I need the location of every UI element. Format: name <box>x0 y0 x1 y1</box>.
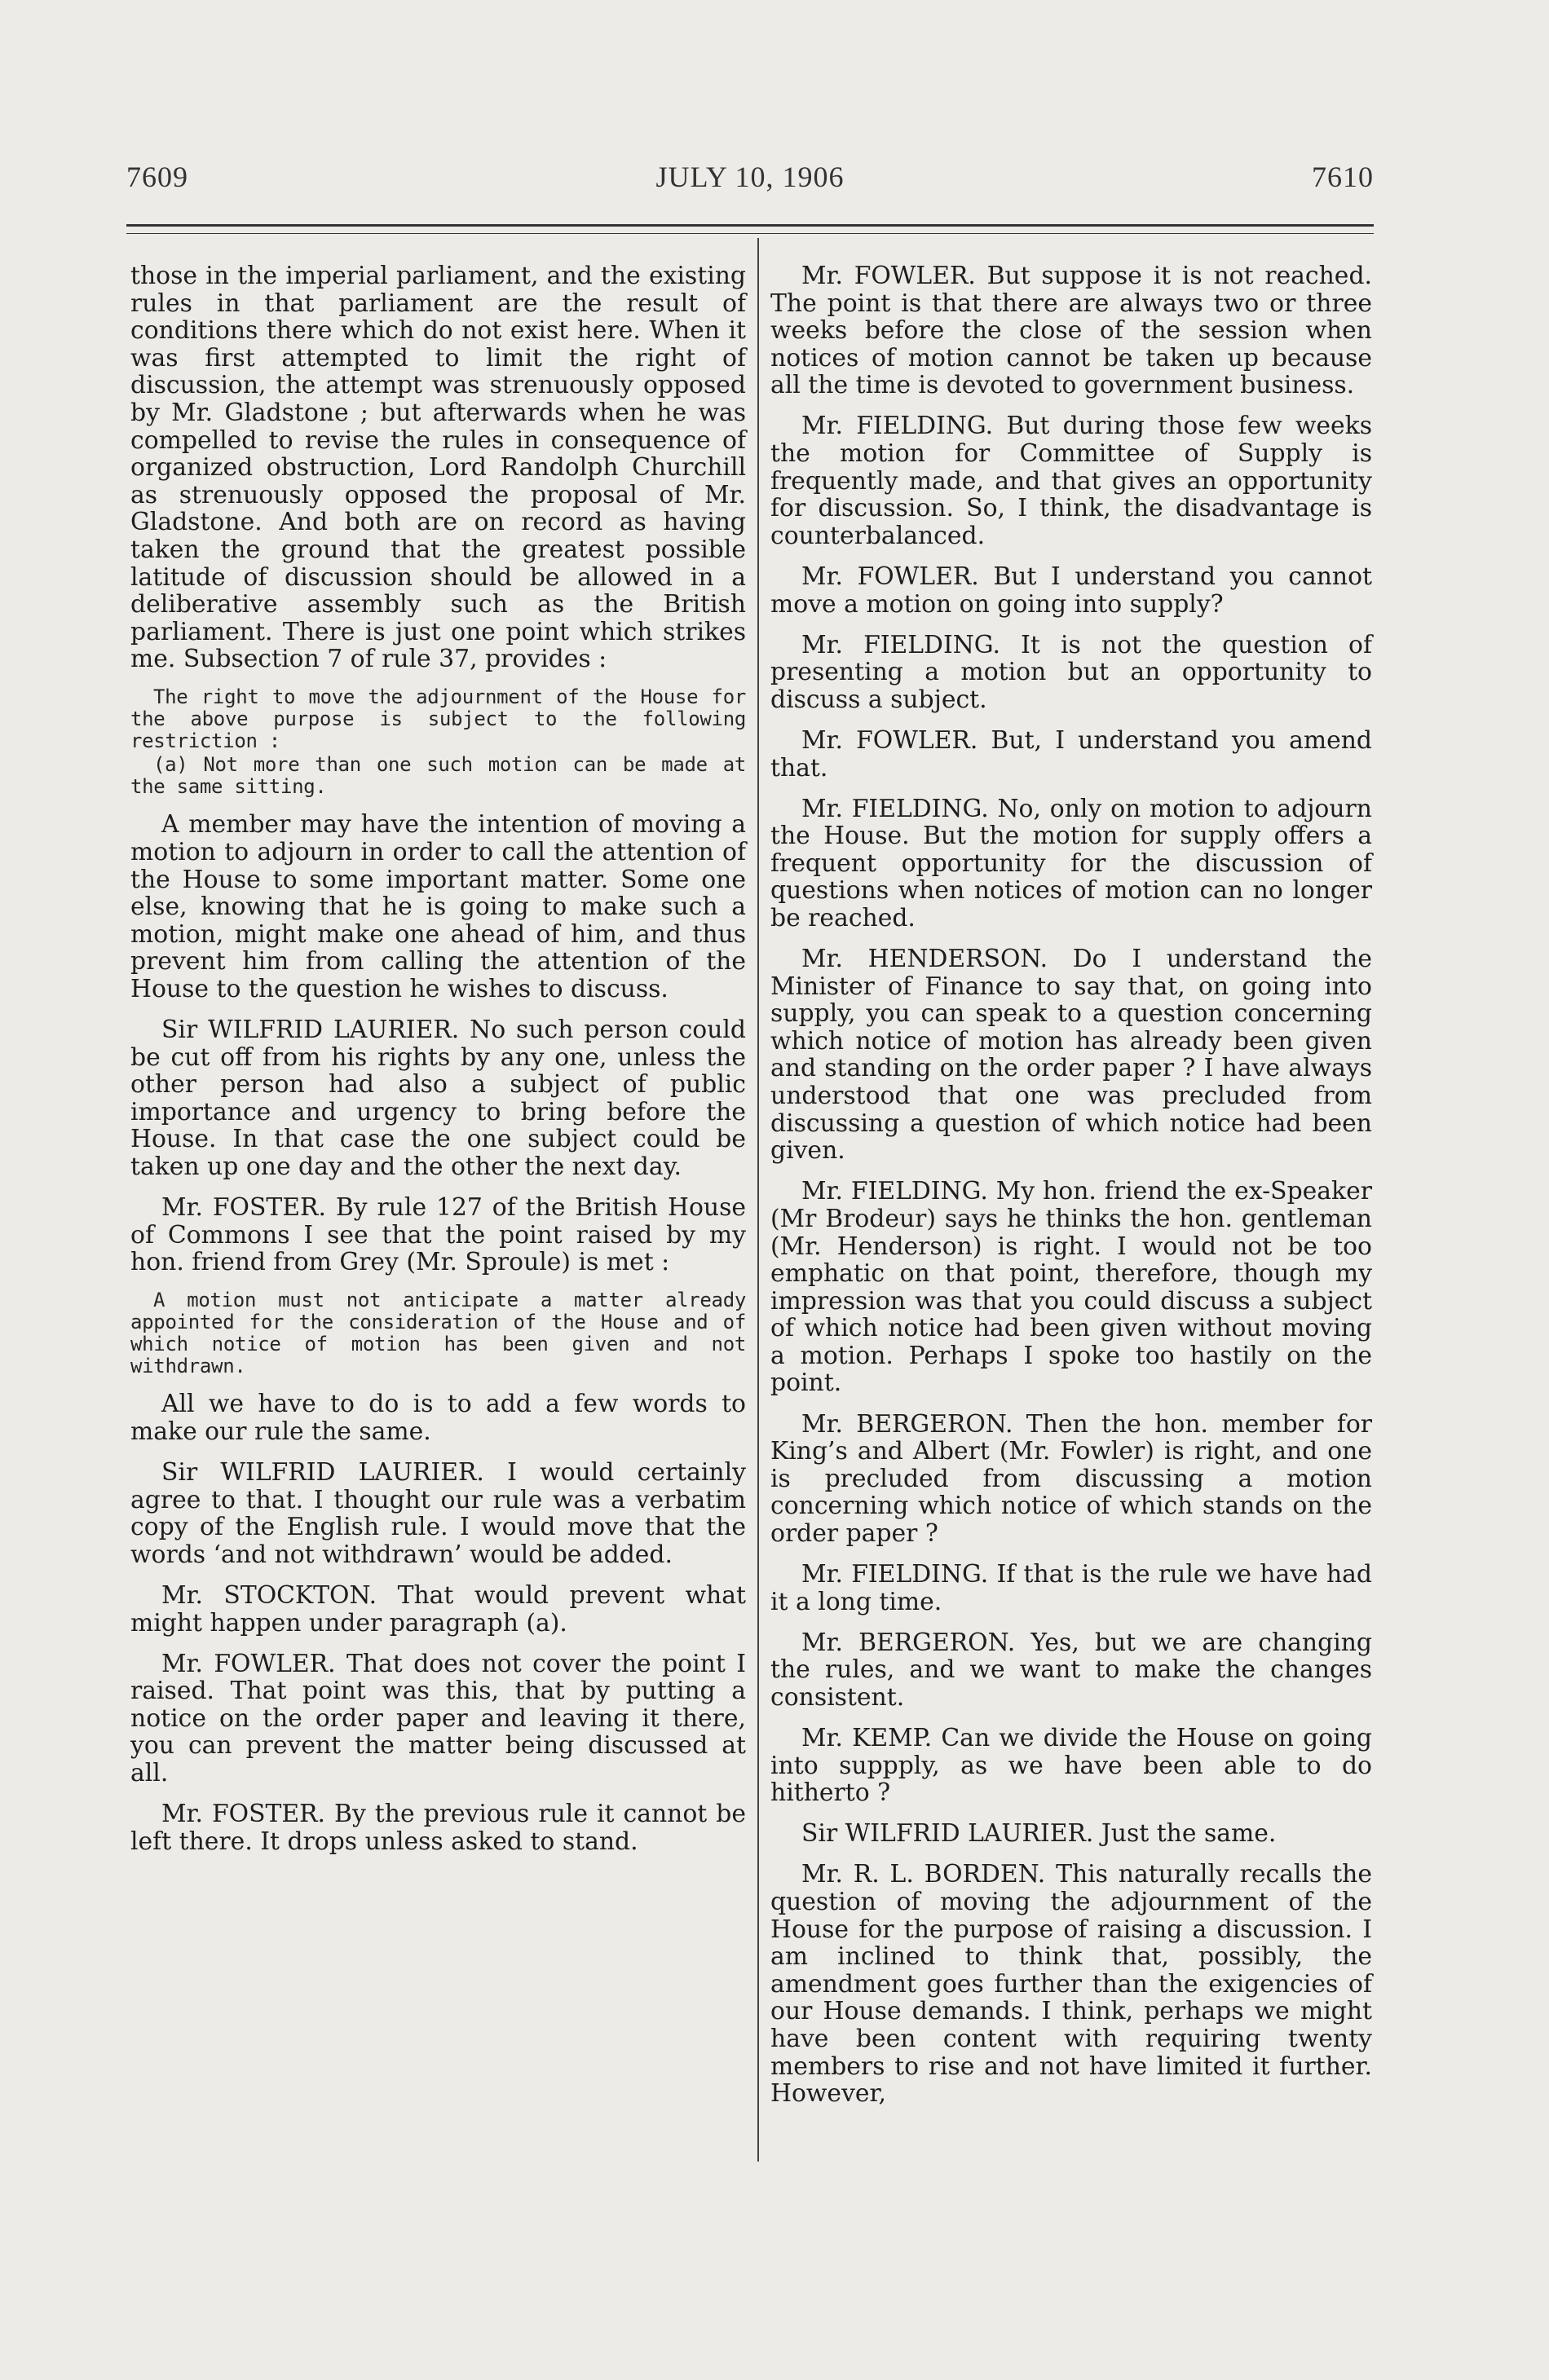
paragraph: Sir WILFRID LAURIER. Just the same. <box>801 1819 1277 1849</box>
paragraph: Mr. FIELDING. But during those few weeks the motion for Committee of Supply is frequently made, and that gives an opportunity for discussion. So, I think, the disadvantage is counterbalanced. <box>770 412 1372 550</box>
paragraph: Mr. FOWLER. But, I understand you amend that. <box>770 725 1372 782</box>
paragraph: Sir WILFRID LAURIER. I would certainly agree to that. I thought our rule was a verbatim copy of the English rule. I would move that the words ‘and not withdrawn’ would be added. <box>130 1458 746 1569</box>
right-column <box>770 262 1372 2121</box>
paragraph: Mr. FOSTER. By rule 127 of the British House of Commons I see that the point raised by my hon. friend from Grey (Mr. Sproule) is met : <box>130 1193 746 1277</box>
paragraph: Mr. KEMP. Can we divide the House on going into suppply, as we have been able to do hitherto ? <box>770 1724 1372 1808</box>
paragraph: those in the imperial parliament, and the existing rules in that parliament are the result of conditions there which do not exist here. When it was first attempted to limit the right of discussion, the attempt was strenuously opposed by Mr. Gladstone ; but afterwards when he was compelled to revise the rules in consequence of organized obstruction, Lord Randolph Churchill as strenuously opposed the proposal of Mr. Gladstone. And both are on record as having taken the ground that the greatest possible latitude of discussion should be allowed in a deliberative assembly such as the British parliament. There is just one point which strikes me. Subsection 7 of rule 37, provides : <box>130 262 746 674</box>
page-number-left: 7609 <box>126 161 188 193</box>
paragraph: Mr. FOWLER. But suppose it is not reached. The point is that there are always two or three weeks before the close of the session when notices of motion cannot be taken up because all the time is devoted to government business. <box>770 262 1372 400</box>
paragraph: Mr. FIELDING. No, only on motion to adjourn the House. But the motion for supply offers a frequent opportunity for the discussion of questions when notices of motion can no longer be reached. <box>770 794 1372 932</box>
column-divider <box>757 238 759 2162</box>
paragraph: Mr. STOCKTON. That would prevent what might happen under paragraph (a). <box>130 1580 746 1637</box>
paragraph: Mr. FOWLER. That does not cover the point I raised. That point was this, that by putting a notice on the order paper and leaving it there, you can prevent the matter being discussed at all. <box>130 1649 746 1788</box>
quoted-rule-text: The right to move the adjournment of the House for the above purpose is subject to the following restriction : <box>130 685 746 753</box>
paragraph: Mr. BERGERON. Then the hon. member for King’s and Albert (Mr. Fowler) is right, and one is precluded from discussing a motion concerning which notice of which stands on the order paper ? <box>770 1409 1372 1548</box>
paragraph: Mr. FIELDING. My hon. friend the ex-Speaker (Mr Brodeur) says he thinks the hon. gentleman (Mr. Henderson) is right. I would not be too emphatic on that point, therefore, though my impression was that you could discuss a subject of which notice had been given without moving a motion. Perhaps I spoke too hastily on the point. <box>770 1177 1372 1398</box>
page-header <box>126 160 1374 201</box>
left-column <box>130 262 746 1869</box>
paragraph: Mr. FIELDING. If that is the rule we have had it a long time. <box>770 1560 1372 1616</box>
page-number-right: 7610 <box>1312 161 1374 193</box>
paragraph: Mr. FOWLER. But I understand you cannot move a motion on going into supply? <box>770 562 1372 619</box>
paragraph: Mr. HENDERSON. Do I understand the Minister of Finance to say that, on going into supply, you can speak to a question concerning which notice of motion has already been given and standing on the order paper ? I have always understood that one was precluded from discussing a question of which notice had been given. <box>770 945 1372 1166</box>
paragraph: Mr. BERGERON. Yes, but we are changing the rules, and we want to make the changes consistent. <box>770 1628 1372 1712</box>
paragraph: Sir WILFRID LAURIER. No such person could be cut off from his rights by any one, unless the other person had also a subject of public importance and urgency to bring before the House. In that case the one subject could be taken up one day and the other the next day. <box>130 1016 746 1182</box>
paragraph: Mr. R. L. BORDEN. This naturally recalls the question of moving the adjournment of the House for the purpose of raising a discussion. I am inclined to think that, possibly, the amendment goes further than the exigencies of our House demands. I think, perhaps we might have been content with requiring twenty members to rise and not have limited it further. However, <box>770 1860 1372 2109</box>
header-rule-thick <box>126 224 1374 227</box>
header-date: JULY 10, 1906 <box>655 161 845 193</box>
paragraph: All we have to do is to add a few words to make our rule the same. <box>130 1390 746 1446</box>
quoted-rule-text: A motion must not anticipate a matter already appointed for the consideration of the House and of which notice of motion has been given and not withdrawn. <box>130 1289 746 1378</box>
quoted-rule-text: (a) Not more than one such motion can be made at the same sitting. <box>130 753 746 799</box>
paragraph: A member may have the intention of moving a motion to adjourn in order to call the attention of the House to some important matter. Some one else, knowing that he is going to make such a motion, might make one ahead of him, and thus prevent him from calling the attention of the House to the question he wishes to discuss. <box>130 810 746 1003</box>
paragraph: Mr. FIELDING. It is not the question of presenting a motion but an opportunity to discuss a subject. <box>770 630 1372 714</box>
paragraph: Mr. FOSTER. By the previous rule it cannot be left there. It drops unless asked to stand. <box>130 1800 746 1856</box>
header-rule-thin <box>126 233 1374 234</box>
